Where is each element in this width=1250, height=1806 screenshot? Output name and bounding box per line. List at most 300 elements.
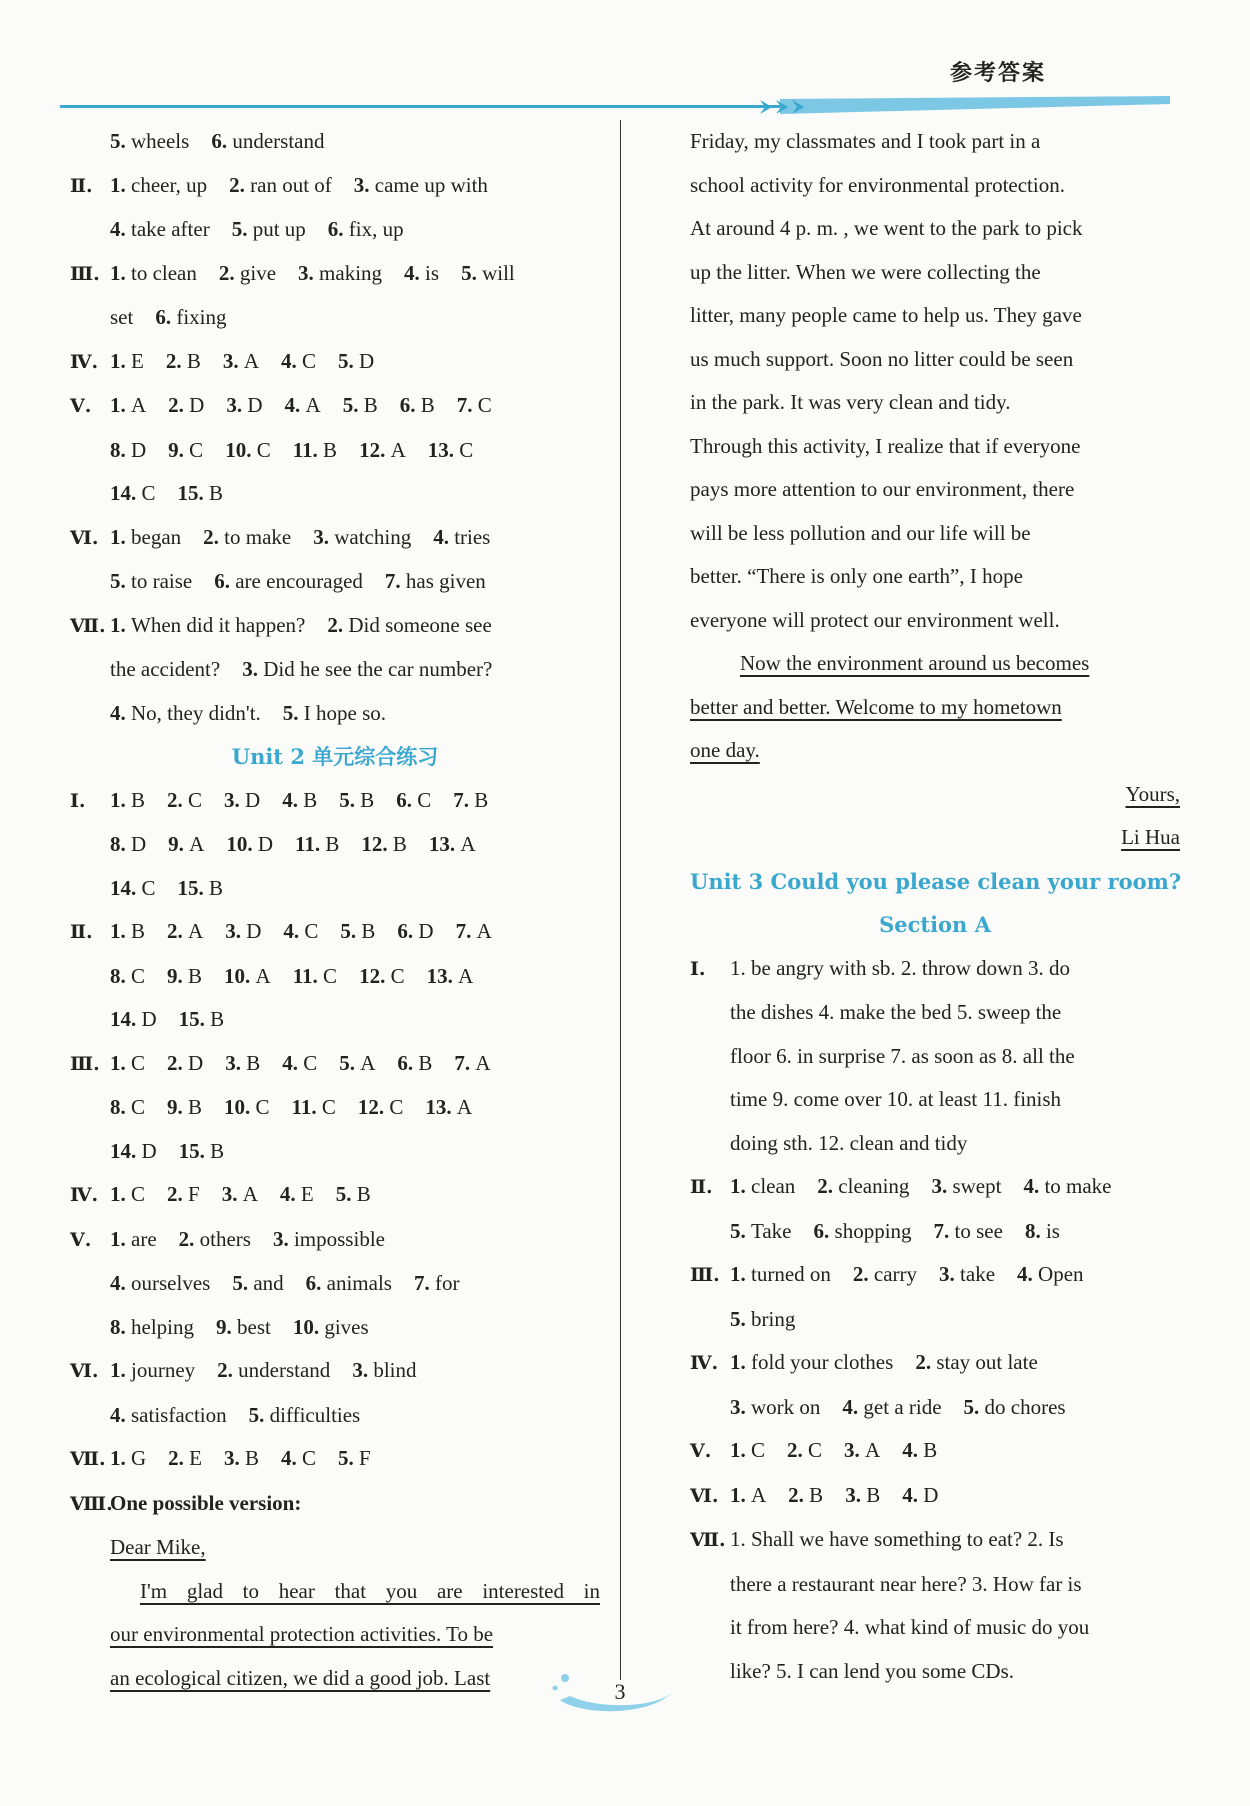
answer-number: 11. [291,1095,322,1119]
answer-item [396,788,431,812]
answer-value: understand [238,1358,331,1382]
answer-number: 10. [292,1314,325,1339]
answer-item [232,217,306,241]
answer-value: A [475,1050,491,1075]
answer-value: C [304,919,319,943]
answer-value: A [360,1050,376,1075]
answer-value: C [302,348,317,373]
answer-value: B [210,1007,225,1031]
answer-row: it from here? 4. what kind of music do you [730,1615,1090,1639]
answer-value: B [186,348,201,373]
answer-item [293,964,337,988]
answer-number: 7. [455,919,477,943]
answer-item [313,525,411,549]
letter-greeting [70,1526,600,1570]
answer-number: 4. [284,393,306,417]
answer-item [110,1403,227,1427]
right-column [690,120,1180,1693]
answer-item [110,129,189,153]
section-number: Ⅶ. [690,1529,726,1551]
answer-item [110,1227,157,1251]
answer-number: 4. [110,1402,131,1427]
answer-item [730,1438,765,1462]
answer-number: 3. [272,1226,294,1251]
answer-number: 3. [224,1446,245,1470]
answer-number: 3. [931,1174,953,1198]
answer-number: 6. [214,569,236,593]
answer-number: 5. [282,700,304,725]
answer-item [817,1174,909,1198]
answer-number: 14. [110,875,142,900]
letter-line: school activity for environmental protection. [690,172,1065,197]
answer-item [203,525,291,549]
answer-number: 1. [110,524,131,549]
letter-line-text: Now the environment around us becomes [740,651,1090,675]
answer-value: B [361,919,376,943]
answer-number: 11. [292,437,324,462]
answer-item [232,1271,283,1295]
answer-row [70,340,600,385]
answer-item [814,1219,912,1243]
answer-item [425,1095,472,1119]
answer-row [70,384,600,429]
answer-item [939,1262,995,1286]
answer-item [292,1095,336,1119]
column-divider [620,120,621,1680]
answer-number: 1. [110,260,131,285]
answer-value: A [255,963,271,988]
answer-number: 5. [232,1271,254,1295]
answer-row [70,998,600,1042]
answer-value: A [189,832,205,856]
answer-item [281,1446,316,1470]
header-decorative-bar [60,96,1170,118]
answer-value: helping [131,1314,194,1339]
answer-item [224,788,260,812]
answer-value: A [243,348,260,373]
answer-item [223,349,259,373]
answer-number: 8. [110,1095,131,1119]
letter-line [70,1613,600,1657]
answer-item [178,481,224,505]
answer-row: floor 6. in surprise 7. as soon as 8. all the [730,1043,1075,1068]
answer-value: C [255,1095,270,1119]
answer-item [454,1051,490,1075]
answer-value: D [923,1482,939,1507]
answer-value: best [237,1314,271,1339]
answer-value: the accident? [110,657,221,681]
answer-value: is [425,260,440,285]
answer-row: the dishes 4. make the bed 5. sweep the [730,1000,1062,1024]
answer-item [110,919,145,943]
answer-number: 2. [167,787,189,812]
answer-item [359,438,406,462]
answer-number: 8. [110,832,131,856]
answer-item [168,832,204,856]
answer-item [179,1007,225,1031]
answer-item [902,1483,938,1507]
answer-number: 5. [340,919,362,943]
answer-item [788,1483,823,1507]
answer-row [690,1474,1180,1519]
answer-value: C [131,1095,146,1119]
answer-value: A [390,437,406,462]
answer-item [110,788,145,812]
answer-item [226,393,262,417]
answer-item [216,1315,271,1339]
answer-value: B [303,787,318,812]
answer-value: bring [751,1306,796,1331]
answer-item [110,613,305,637]
answer-value: C [323,963,338,988]
answer-number: 1. [730,1482,751,1507]
answer-value: C [417,787,432,812]
answer-item [336,1182,371,1206]
answer-number: 11. [295,832,326,856]
answer-value: B [131,787,146,812]
answer-value: A [131,393,147,417]
answer-row [690,1341,1180,1386]
answer-value: Did he see the car number? [263,657,493,681]
answer-value: C [751,1438,766,1462]
answer-value: is [1045,1218,1060,1243]
answer-number: 4. [1023,1174,1045,1198]
answer-item [354,173,488,197]
answer-value: G [131,1446,147,1470]
answer-item [730,1174,795,1198]
letter-line [690,642,1180,686]
sample-essay-title: One possible version: [110,1490,302,1515]
answer-number: 2. [327,612,349,637]
answer-number: 2. [788,1482,810,1507]
answer-item [456,919,492,943]
answer-item [273,1227,385,1251]
answer-value: others [199,1226,251,1251]
answer-item [167,788,202,812]
letter-line: up the litter. When we were collecting the [690,259,1041,284]
answer-item [110,261,197,285]
answer-number: 1. [110,172,131,197]
answer-value: I hope so. [303,700,387,725]
answer-item [110,569,192,593]
answer-value: D [141,1007,157,1031]
answer-item [222,1182,258,1206]
answer-item [1017,1262,1084,1286]
answer-number: 1. [110,1050,131,1075]
answer-item [225,1051,260,1075]
answer-value: give [239,260,277,285]
answer-value: to raise [131,569,193,593]
answer-value: wheels [131,129,190,153]
answer-row [690,1429,1180,1474]
answer-value: B [323,437,338,462]
answer-value: D [247,393,263,417]
answer-number: 5. [335,1182,357,1206]
answer-value: B [923,1438,938,1462]
answer-item [281,349,316,373]
answer-number: 1. [730,1262,751,1286]
answer-number: 6. [399,393,421,417]
answer-value: C [131,1050,146,1075]
answer-item [224,1446,259,1470]
answer-number: 4. [1017,1262,1039,1286]
answer-value: clean [751,1174,796,1198]
answer-value: B [209,875,224,900]
answer-value: D [246,919,262,943]
answer-value: D [257,832,274,856]
section-number: Ⅳ. [70,350,99,373]
answer-value: No, they didn't. [131,700,261,725]
answer-number: 8. [110,437,131,462]
answer-item [842,1395,941,1419]
answer-value: are encouraged [235,569,363,593]
section-number: Ⅲ. [70,262,100,285]
answer-number: 1. [730,1350,751,1374]
letter-line: better. “There is only one earth”, I hope [690,564,1023,588]
answer-row [70,604,600,649]
answer-item [328,217,404,241]
answer-row: there a restaurant near here? 3. How far is [730,1571,1082,1596]
answer-item [397,1051,432,1075]
answer-number: 6. [155,305,177,329]
answer-item [225,919,261,943]
answer-value: B [209,481,224,505]
answer-number: 7. [454,1050,476,1075]
answer-value: B [210,1138,225,1163]
answer-row [70,1173,600,1218]
section-number: Ⅴ. [70,395,92,417]
answer-number: 4. [902,1482,924,1507]
answer-number: 5. [339,787,361,812]
answer-item [730,1219,792,1243]
answer-number: 14. [110,1138,142,1163]
answer-number: 2. [229,172,251,197]
answer-value: ran out of [250,172,332,197]
answer-item [167,1182,200,1206]
answer-row [70,1262,600,1306]
answer-number: 15. [178,1007,211,1031]
answer-value: A [242,1182,258,1206]
answer-row [690,1386,1180,1430]
answer-item [249,1403,361,1427]
answer-value: C [131,1182,146,1206]
answer-item [295,832,339,856]
answer-number: 3. [845,1482,867,1507]
answer-value: to make [1044,1174,1112,1198]
answer-item [730,1262,831,1286]
answer-item [219,261,276,285]
answer-value: journey [131,1358,196,1382]
answer-item [110,876,156,900]
letter-closing [690,773,1180,817]
answer-value: has given [405,569,486,593]
answer-item [282,1051,317,1075]
answer-number: 1. [110,1182,131,1206]
answer-value: cheer, up [131,172,208,197]
answer-item [283,919,318,943]
answer-value: B [131,919,146,943]
answer-value: turned on [751,1262,831,1286]
answer-value: gives [324,1314,369,1339]
answer-number: 3. [730,1394,751,1419]
answer-item [361,832,407,856]
answer-value: Take [751,1218,792,1243]
answer-number: 3. [298,260,320,285]
answer-row [690,1298,1180,1342]
answer-number: 2. [217,1358,239,1382]
answer-value: B [360,787,375,812]
answer-item [427,964,474,988]
answer-value: B [356,1182,371,1206]
answer-value: D [141,1138,157,1163]
section-number: Ⅳ. [690,1352,719,1374]
answer-item [167,919,203,943]
answer-number: 5. [248,1402,270,1427]
answer-item [358,1095,404,1119]
answer-value: D [131,437,147,462]
answer-value: get a ride [863,1394,942,1419]
answer-number: 3. [242,657,264,681]
answer-text: 1. be angry with sb. 2. throw down 3. do [730,955,1071,980]
answer-value: C [141,875,156,900]
answer-row [70,910,600,955]
answer-item [385,569,486,593]
answer-number: 4. [282,787,304,812]
section-number: Ⅲ. [690,1264,720,1286]
answer-value: A [305,393,321,417]
section-number: Ⅱ. [690,1176,713,1198]
answer-item [964,1395,1066,1419]
answer-row [690,1210,1180,1254]
answer-item [224,964,271,988]
answer-value: A [456,1095,473,1119]
answer-item [217,1358,330,1382]
answer-item [226,832,273,856]
answer-row [70,648,600,692]
answer-item [283,701,386,725]
answer-value: Open [1038,1262,1084,1286]
letter-line [690,686,1180,730]
answer-row [70,1130,600,1174]
section-number: Ⅱ. [70,921,93,943]
answer-item [214,569,363,593]
answer-number: 13. [428,832,461,856]
answer-row [690,1253,1180,1298]
answer-number: 8. [1024,1218,1046,1243]
letter-signature-text: Li Hua [1121,825,1180,849]
answer-number: 5. [963,1394,985,1419]
answer-value: stay out late [936,1350,1038,1374]
answer-number: 4. [110,1271,131,1295]
answer-row: time 9. come over 10. at least 11. finish [730,1087,1062,1111]
answer-item [110,393,146,417]
answer-value: C [390,963,405,988]
answer-value: D [245,787,261,812]
answer-value: set [110,305,134,329]
answer-item [110,832,146,856]
answer-number: 3. [222,348,244,373]
answer-value: C [303,1050,318,1075]
answer-item [1023,1174,1111,1198]
answer-number: 2. [167,1050,189,1075]
answer-item [293,1315,369,1339]
answer-item [110,173,207,197]
answer-item [110,964,145,988]
answer-number: 5. [730,1306,751,1331]
answer-number: 4. [281,1446,303,1470]
letter-closing-text: Yours, [1125,781,1180,806]
answer-value: C [131,963,146,988]
answer-value: to clean [131,260,197,285]
answer-item [224,1095,270,1119]
answer-number: 3. [844,1438,866,1462]
answer-row [70,867,600,911]
answer-item [461,261,515,285]
section-number: Ⅶ. [70,614,106,637]
answer-value: began [131,524,182,549]
section-number: Ⅶ. [70,1448,106,1470]
answer-item [844,1438,880,1462]
answer-number: 1. [110,1446,131,1470]
answer-item [428,438,474,462]
answer-number: 3. [225,1050,247,1075]
answer-number: 7. [384,569,406,593]
answer-item [168,438,203,462]
answer-item [110,1095,145,1119]
answer-row [70,1482,600,1527]
answer-item [293,438,337,462]
answer-number: 2. [852,1262,874,1286]
answer-item [414,1271,460,1295]
answer-value: C [477,393,492,417]
answer-number: 4. [433,524,455,549]
answer-number: 3. [221,1182,243,1206]
answer-item [397,919,433,943]
page-header-title: 参考答案 [950,61,1047,86]
answer-value: C [189,437,204,462]
answer-item [934,1219,1003,1243]
answer-number: 6. [327,217,349,241]
answer-item [404,261,439,285]
letter-line-text: our environmental protection activities. To be [110,1622,494,1646]
letter-line-text: I'm glad to hear that you are interested in [140,1578,600,1603]
answer-number: 4. [282,1050,304,1075]
answer-number: 4. [842,1394,864,1419]
answer-row [70,516,600,561]
answer-row [70,1349,600,1394]
answer-item [915,1350,1037,1374]
answer-number: 5. [110,129,131,153]
answer-item [229,173,332,197]
answer-value: B [363,393,378,417]
answer-item [433,525,490,549]
answer-number: 3. [226,393,248,417]
letter-line: will be less pollution and our life will be [690,520,1031,545]
answer-number: 9. [168,832,190,856]
answer-value: are [131,1226,157,1251]
answer-row [690,1518,1180,1563]
answer-number: 3. [225,919,247,943]
answer-number: 1. [730,1174,751,1198]
answer-number: 3. [224,787,246,812]
answer-value: B [420,393,435,417]
answer-item [225,438,271,462]
answer-item [167,964,202,988]
answer-value: watching [334,524,412,549]
answer-item [110,525,181,549]
answer-item [298,261,382,285]
answer-row [70,955,600,999]
